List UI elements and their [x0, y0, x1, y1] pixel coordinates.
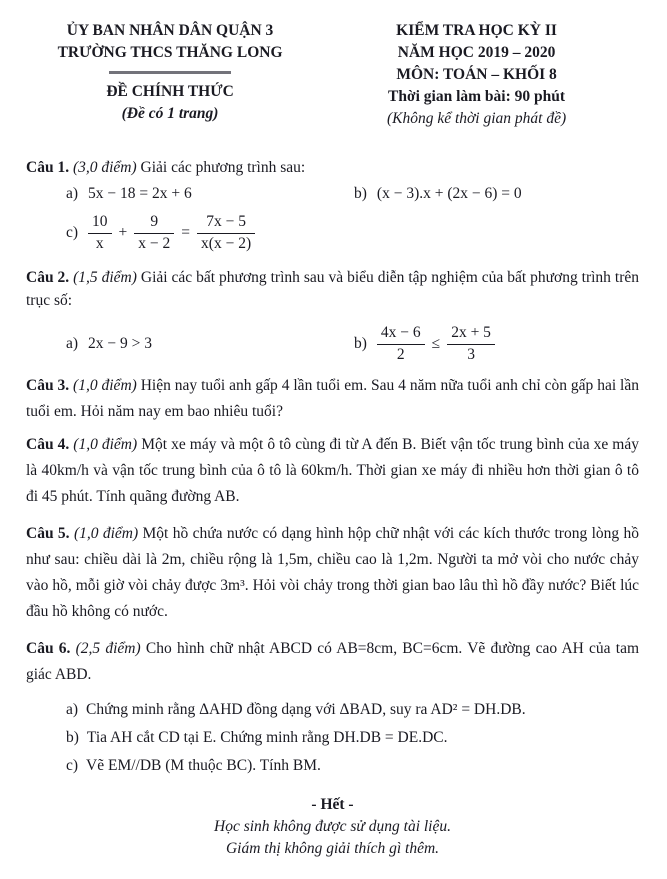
- school-name: TRƯỜNG THCS THĂNG LONG: [57, 44, 283, 61]
- question-1-item-b: [316, 185, 522, 203]
- question-1-b-label: b): [354, 185, 367, 202]
- footer-note-2: Giám thị không giải thích gì thêm.: [225, 840, 440, 858]
- exam-header: [26, 20, 639, 130]
- header-left-block: [26, 20, 314, 130]
- question-2-b-fraction-2: [447, 324, 495, 364]
- question-1-c-fraction-3: [197, 213, 255, 253]
- question-6-b-label: b): [66, 729, 79, 747]
- question-6-a-label: a): [66, 701, 79, 719]
- question-1-c-label: c): [66, 224, 79, 242]
- question-3-heading: [26, 373, 639, 425]
- duration-note: (Không kể thời gian phát đề): [386, 110, 567, 127]
- question-6-item-c: [26, 752, 639, 780]
- question-6: [26, 636, 639, 780]
- question-1-c-fraction-1: [88, 213, 112, 253]
- question-1-c-fraction-2: [134, 213, 174, 253]
- fraction-numerator: 2x + 5: [447, 324, 495, 345]
- question-1-row-c: [26, 213, 639, 253]
- question-1-text: Giải các phương trình sau:: [140, 159, 306, 176]
- question-5-heading: [26, 521, 639, 625]
- official-exam-label: ĐỀ CHÍNH THỨC: [106, 83, 234, 100]
- fraction-numerator: 4x − 6: [377, 324, 425, 345]
- fraction-denominator: x(x − 2): [201, 234, 252, 252]
- question-6-label: Câu 6.: [26, 640, 71, 658]
- question-2-row-ab: [26, 324, 639, 364]
- question-1-b-equation: (x − 3).x + (2x − 6) = 0: [376, 185, 522, 202]
- duration: Thời gian làm bài: 90 phút: [388, 88, 566, 105]
- fraction-denominator: 2: [396, 345, 405, 363]
- question-6-c-text: Vẽ EM//DB (M thuộc BC). Tính BM.: [86, 757, 321, 775]
- footer-note-1: Học sinh không được sử dụng tài liệu.: [214, 818, 451, 836]
- question-2-b-label: b): [354, 335, 367, 353]
- end-marker: - Hết -: [311, 796, 354, 814]
- fraction-numerator: 7x − 5: [197, 213, 255, 234]
- question-3-points: (1,0 điểm): [73, 377, 137, 395]
- fraction-numerator: 10: [88, 213, 112, 234]
- question-2-a-inequality: 2x − 9 > 3: [88, 335, 153, 353]
- question-6-text: Cho hình chữ nhật ABCD có AB=8cm, BC=6cm. Vẽ đường cao AH của tam giác ABD.: [26, 640, 640, 684]
- question-3: [26, 373, 639, 425]
- header-right-block: [314, 20, 639, 130]
- question-6-heading: [26, 636, 639, 688]
- fraction-denominator: x − 2: [138, 234, 171, 252]
- question-2-b-fraction-1: [377, 324, 425, 364]
- question-1-heading: [26, 156, 639, 179]
- issuing-authority: ỦY BAN NHÂN DÂN QUẬN 3: [66, 22, 274, 39]
- question-1-points: (3,0 điểm): [72, 159, 137, 176]
- question-1-row-ab: [26, 185, 639, 203]
- question-5-text: Một hồ chứa nước có dạng hình hộp chữ nhật với các kích thước trong lòng hồ như sau: chiều dài là 2m, chiều rộng là 1,5m, chiều cao là 1,2m. Người ta mở vòi cho nước chảy vào hồ, mỗi giờ vòi chảy được 3m³. Hỏi vòi chảy trong thời gian bao lâu thì hồ đầy nước? Biết lúc đầu hồ không có nước.: [26, 525, 640, 621]
- question-6-item-b: [26, 724, 639, 752]
- question-3-text: Hiện nay tuổi anh gấp 4 lần tuổi em. Sau 4 năm nữa tuổi anh chỉ còn gấp hai lần tuổi em. Hỏi năm nay em bao nhiêu tuổi?: [26, 377, 639, 421]
- fraction-denominator: 3: [467, 345, 475, 363]
- question-2-text: Giải các bất phương trình sau và biểu diễn tập nghiệm của bất phương trình trên trục số:: [26, 269, 639, 310]
- question-2-item-b: [316, 324, 495, 364]
- header-divider: [109, 71, 231, 74]
- question-5-points: (1,0 điểm): [73, 525, 139, 543]
- question-2-b-leq-sign: ≤: [431, 335, 441, 353]
- question-4-label: Câu 4.: [26, 436, 70, 454]
- question-1-item-a: [26, 185, 316, 203]
- question-2-heading: [26, 266, 639, 312]
- question-1-a-equation: 5x − 18 = 2x + 6: [88, 185, 192, 202]
- question-4-heading: [26, 432, 639, 510]
- exam-footer: [26, 794, 639, 860]
- question-2-points: (1,5 điểm): [73, 269, 137, 287]
- exam-title: KIỂM TRA HỌC KỲ II: [396, 22, 557, 39]
- question-6-a-text: Chứng minh rằng ΔAHD đồng dạng với ΔBAD, suy ra AD² = DH.DB.: [86, 701, 526, 719]
- fraction-denominator: x: [95, 234, 104, 252]
- question-4-points: (1,0 điểm): [73, 436, 138, 454]
- question-5: [26, 521, 639, 625]
- page-count-note: (Đề có 1 trang): [121, 105, 219, 122]
- question-1-item-c: [26, 213, 316, 253]
- question-1-c-equals-sign: =: [181, 224, 191, 242]
- question-2: [26, 266, 639, 364]
- question-2-item-a: [26, 335, 316, 353]
- question-6-subitems: [26, 696, 639, 780]
- question-6-item-a: [26, 696, 639, 724]
- question-6-points: (2,5 điểm): [75, 640, 141, 658]
- question-1: [26, 156, 639, 253]
- question-1-label: Câu 1.: [26, 159, 70, 176]
- subject-grade: MÔN: TOÁN – KHỐI 8: [396, 66, 557, 83]
- question-5-label: Câu 5.: [26, 525, 70, 543]
- question-6-b-text: Tia AH cắt CD tại E. Chứng minh rằng DH.DB = DE.DC.: [86, 729, 448, 747]
- school-year: NĂM HỌC 2019 – 2020: [397, 44, 556, 61]
- question-1-a-label: a): [66, 185, 79, 202]
- question-4-text: Một xe máy và một ô tô cùng đi từ A đến B. Biết vận tốc trung bình của xe máy là 40km/h và vận tốc trung bình của ô tô là 60km/h. Thời gian xe máy đi nhiều hơn thời gian ô tô đi 45 phút. Tính quãng đường AB.: [26, 436, 639, 506]
- question-2-label: Câu 2.: [26, 269, 70, 287]
- question-6-c-label: c): [66, 757, 79, 775]
- fraction-numerator: 9: [134, 213, 174, 234]
- question-4: [26, 432, 639, 510]
- question-1-c-plus-sign: +: [118, 224, 128, 242]
- question-2-a-label: a): [66, 335, 79, 353]
- question-3-label: Câu 3.: [26, 377, 70, 395]
